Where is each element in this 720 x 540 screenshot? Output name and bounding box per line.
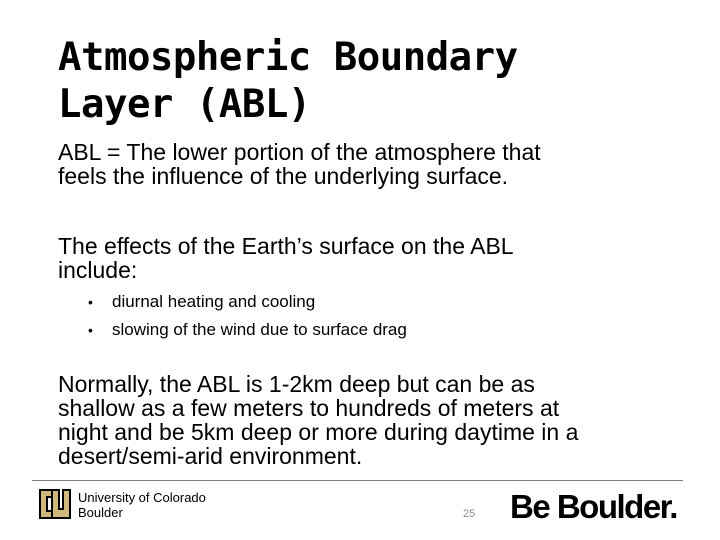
effects-bullet-list (88, 288, 407, 344)
definition-paragraph (58, 140, 668, 188)
university-line-1: University of Colorado (78, 490, 206, 505)
effects-paragraph (58, 234, 668, 282)
effects-line-2: include: (58, 257, 138, 283)
bullet-text: diurnal heating and cooling (112, 292, 316, 311)
bullet-item (88, 316, 407, 344)
cu-logo-icon (36, 486, 72, 522)
footer-divider (32, 480, 683, 481)
university-name (78, 490, 206, 520)
definition-line-2: feels the influence of the underlying surface. (58, 163, 509, 189)
page-number: 25 (463, 508, 476, 520)
slide-title (58, 34, 678, 128)
depth-line-3: night and be 5km deep or more during daytime in a (58, 419, 579, 445)
effects-line-1: The effects of the Earth’s surface on the ABL (58, 233, 514, 259)
depth-line-1: Normally, the ABL is 1-2km deep but can be as (58, 371, 535, 397)
be-boulder-wordmark: Be Boulder. (510, 488, 677, 525)
bullet-item (88, 288, 407, 316)
depth-line-2: shallow as a few meters to hundreds of meters at (58, 395, 560, 421)
university-line-2: Boulder (78, 505, 123, 520)
title-line-1: Atmospheric Boundary (58, 35, 518, 80)
depth-line-4: desert/semi-arid environment. (58, 443, 363, 469)
bullet-marker: • (88, 322, 93, 338)
definition-line-1: ABL = The lower portion of the atmosphere that (58, 139, 541, 165)
depth-paragraph (58, 372, 668, 468)
bullet-text: slowing of the wind due to surface drag (112, 320, 407, 339)
title-line-2: Layer (ABL) (58, 82, 311, 127)
bullet-marker: • (88, 294, 93, 310)
